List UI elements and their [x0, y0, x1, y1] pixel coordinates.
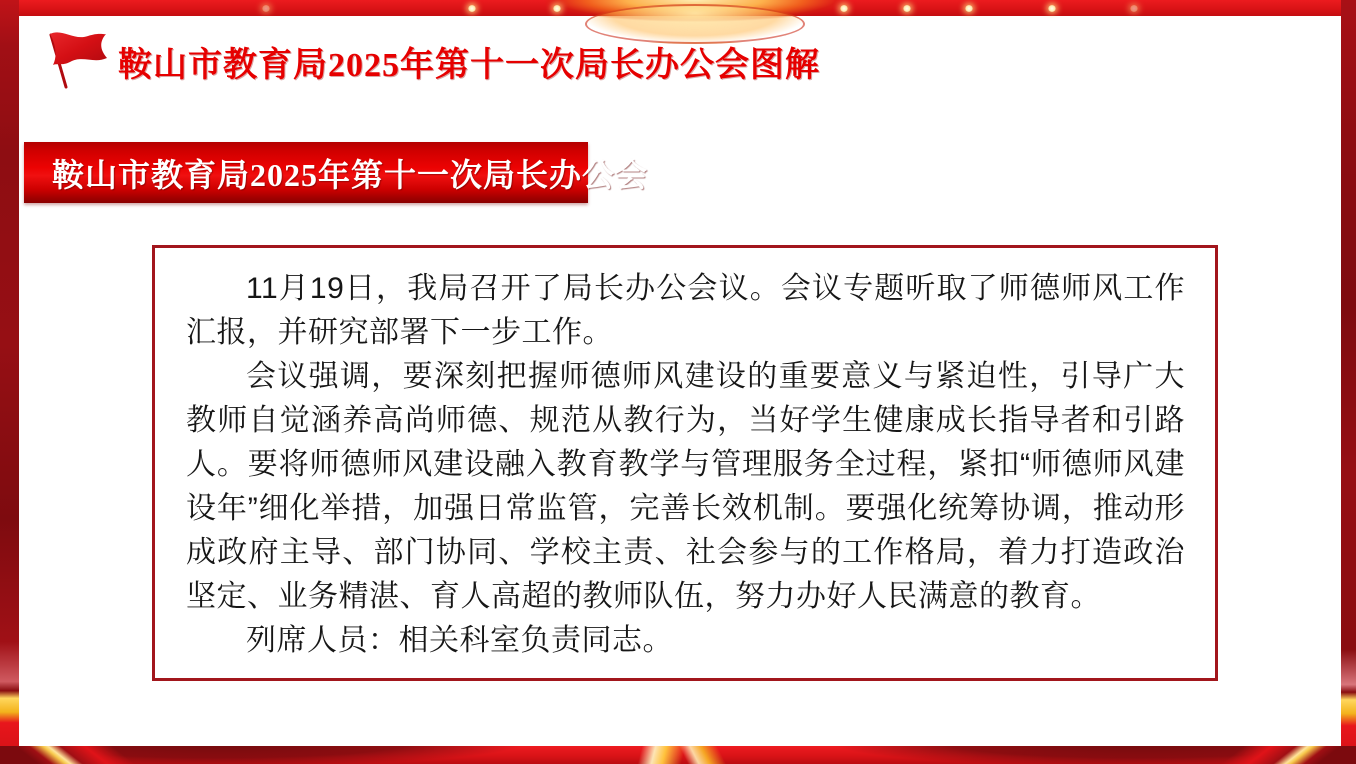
meeting-banner-label: 鞍山市教育局2025年第十一次局长办公会: [52, 156, 649, 193]
ornament-arc: [585, 4, 805, 44]
bottom-decorative-band: [0, 746, 1356, 764]
paragraph-meeting-emphasis: 会议强调，要深刻把握师德师风建设的重要意义与紧迫性，引导广大教师自觉涵养高尚师德、规范从教行为，当好学生健康成长指导者和引路人。要将师德师风建设融入教育教学与管理服务全过程，紧扣“师德师风建设年”细化举措，加强日常监管，完善长效机制。要强化统筹协调，推动形成政府主导、部门协同、学校主责、社会参与的工作格局，着力打造政治坚定、业务精湛、育人高超的教师队伍，努力办好人民满意的教育。: [186, 360, 1185, 613]
light-dot-icon: [553, 5, 561, 12]
golden-sunburst-ornament-icon: [515, 0, 875, 26]
light-dot-icon: [468, 5, 476, 12]
light-dot-icon: [1130, 5, 1138, 12]
bottom-left-gold-ribbon: [0, 746, 150, 764]
right-decorative-strip: [1341, 0, 1356, 764]
meeting-banner: [24, 142, 649, 203]
light-dot-icon: [965, 5, 973, 12]
light-dot-icon: [903, 5, 911, 12]
paragraph-attendees: 列席人员：相关科室负责同志。: [246, 624, 673, 657]
red-flag-icon: [44, 31, 110, 91]
bottom-right-gold-ribbon: [1206, 746, 1356, 764]
page-title: 鞍山市教育局2025年第十一次局长办公会图解: [118, 46, 820, 84]
meeting-summary-box: [152, 245, 1218, 681]
light-dot-icon: [262, 5, 270, 12]
paragraph-meeting-overview: 11月19日，我局召开了局长办公会议。会议专题听取了师德师风工作汇报，并研究部署下一步工作。: [186, 272, 1185, 349]
light-dot-icon: [840, 5, 848, 12]
left-decorative-strip: [0, 0, 19, 764]
light-dot-icon: [1048, 5, 1056, 12]
